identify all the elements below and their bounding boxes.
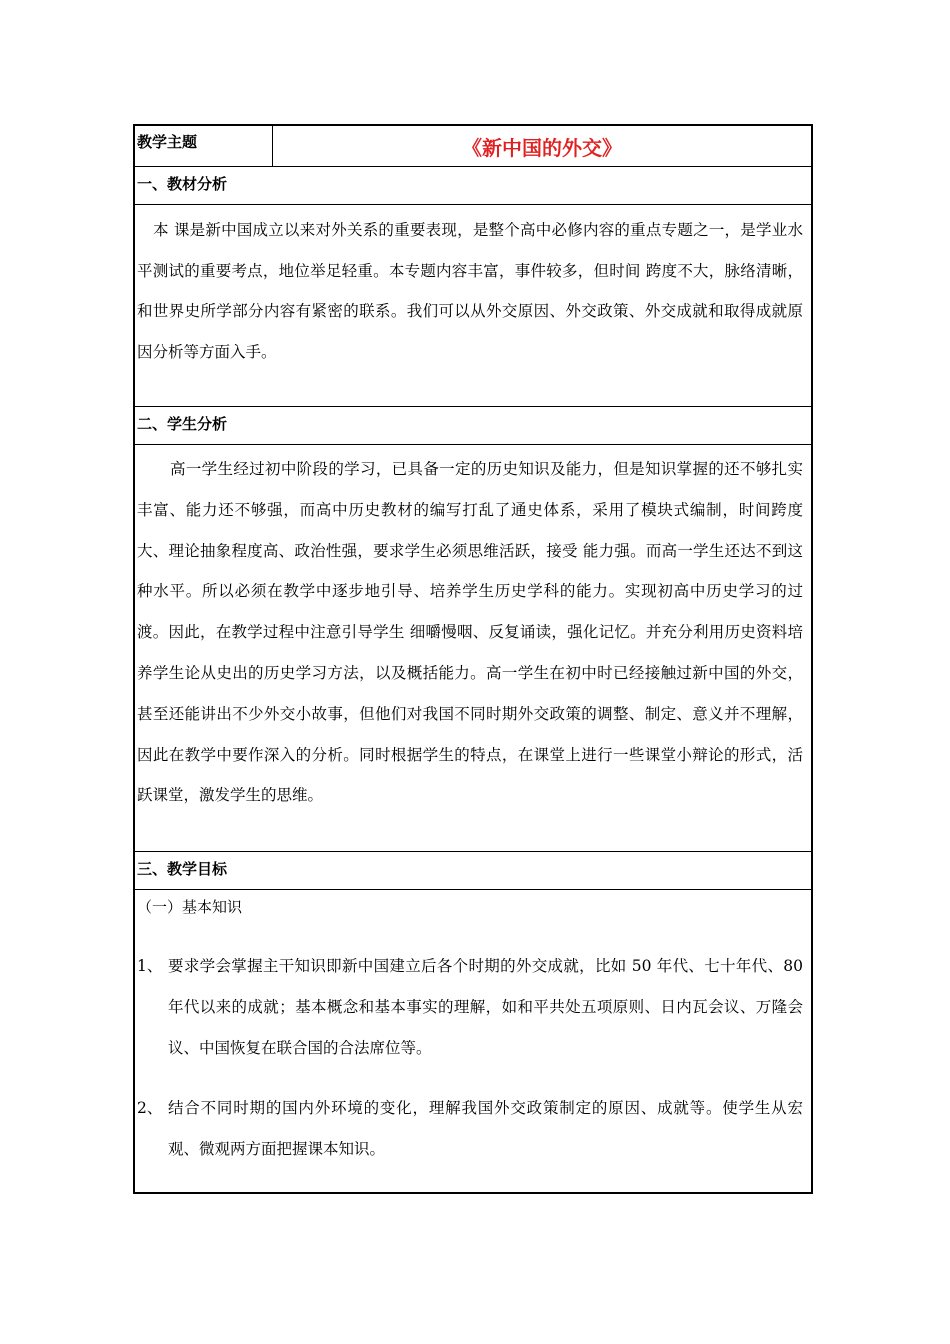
goals-heading-row <box>135 852 811 890</box>
students-body-row <box>135 445 811 852</box>
textbook-paragraph: 本 课是新中国成立以来对外关系的重要表现，是整个高中必修内容的重点专题之一，是学业水平测试的重要考点，地位举足轻重。本专题内容丰富，事件较多，但时间 跨度不大，脉络清晰，和世界史所学部分内容有紧密的联系。我们可以从外交原因、外交政策、外交成就和取得成就原因分析等方面入手。 <box>137 221 803 361</box>
topic-row <box>135 126 811 167</box>
textbook-body-row <box>135 205 811 407</box>
textbook-heading-row <box>135 167 811 205</box>
students-paragraph: 高一学生经过初中阶段的学习，已具备一定的历史知识及能力，但是知识掌握的还不够扎实丰富、能力还不够强，而高中历史教材的编写打乱了通史体系，采用了模块式编制，时间跨度大、理论抽象程度高、政治性强，要求学生必须思维活跃，接受 能力强。而高一学生还达不到这种水平。所以必须在教学中逐步地引导、培养学生历史学科的能力。实现初高中历史学习的过渡。因此，在教学过程中注意引导学生 细嚼慢咽、反复诵读，强化记忆。并充分利用历史资料培养学生论从史出的历史学习方法，以及概括能力。高一学生在初中时已经接触过新中国的外交，甚至还能讲出不少外交小故事，但他们对我国不同时期外交政策的调整、制定、意义并不理解，因此在教学中要作深入的分析。同时根据学生的特点，在课堂上进行一些课堂小辩论的形式，活跃课堂，激发学生的思维。 <box>137 460 803 805</box>
students-heading-row <box>135 407 811 445</box>
goal-item <box>137 946 803 1069</box>
goal-item-number: 2、 <box>137 1099 163 1117</box>
lesson-title: 《新中国的外交》 <box>462 135 622 160</box>
textbook-heading: 一、教材分析 <box>137 175 228 193</box>
topic-label: 教学主题 <box>135 126 273 166</box>
lesson-plan-table <box>133 124 813 1194</box>
goal-item-text: 要求学会掌握主干知识即新中国建立后各个时期的外交成就，比如 50 年代、七十年代、80 年代以来的成就；基本概念和基本事实的理解，如和平共处五项原则、日内瓦会议、万隆会议、中国恢复在联合国的合法席位等。 <box>168 957 803 1057</box>
goals-body-row <box>135 890 811 1192</box>
goal-item-text: 结合不同时期的国内外环境的变化，理解我国外交政策制定的原因、成就等。使学生从宏观、微观两方面把握课本知识。 <box>168 1099 803 1158</box>
goal-item-number: 1、 <box>137 957 163 975</box>
students-heading: 二、学生分析 <box>137 415 228 433</box>
goals-heading: 三、教学目标 <box>137 860 228 878</box>
goal-item <box>137 1088 803 1170</box>
goals-subheading: （一）基本知识 <box>137 898 243 916</box>
